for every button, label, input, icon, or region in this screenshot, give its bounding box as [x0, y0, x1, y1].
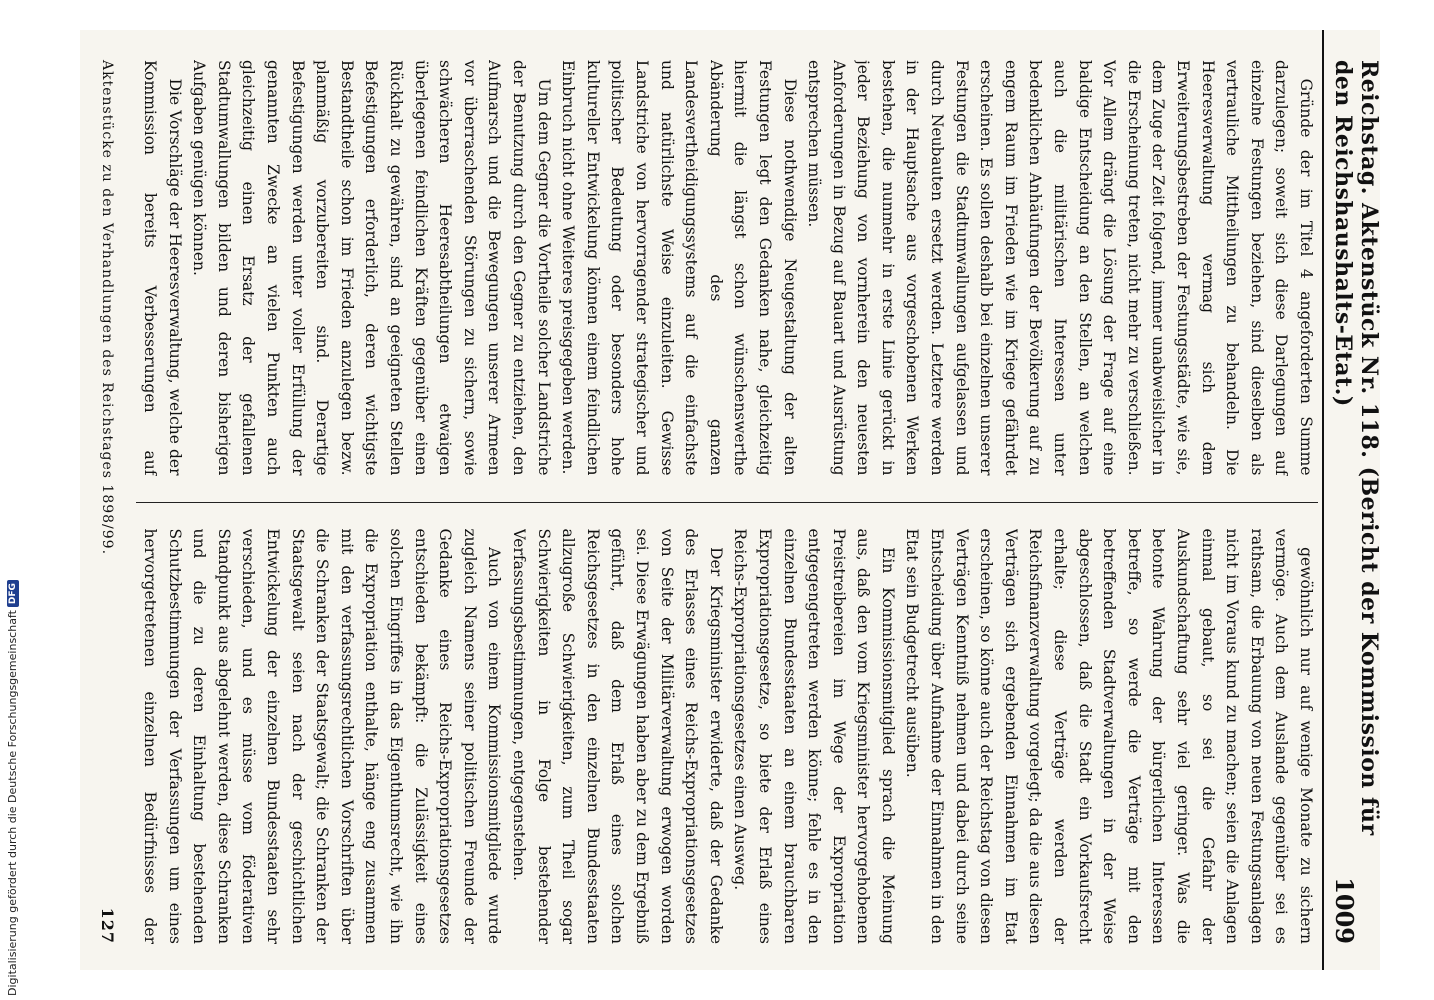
- text-columns: [136, 60, 1318, 944]
- scanned-page: [80, 30, 1380, 970]
- page-footer: [98, 60, 117, 944]
- right-column: [136, 529, 1318, 945]
- rotated-page-content: [80, 30, 1380, 970]
- paragraph: Diese nothwendige Neugestaltung der alten Festungen legt den Gedanken nahe, gleichzeitig hiermit die längst schon wünschenswerthe Abänderung des ganzen Landesvertheidigungssystems auf die einfachste und natürlichste Weise einzuleiten. Gewisse Landstriche von hervorragender strategischer und politischer Bedeutung oder besonders hohe kultureller Entwickelung können einem feindlichen Einbruch nicht ohne Weiteres preisgegeben werden.: [559, 60, 799, 476]
- paragraph: Auch von einem Kommissionsmitgliede wurde zugleich Namens seiner politischen Freunde der Gedanke eines Reichs-Expropriationsgesetzes entschieden bekämpft: die Zulässigkeit eines solchen Eingriffes in das Eigenthumsrecht, wie ihn die Expropriation enthalte, hänge eng zusammen mit den verfassungsrechtlichen Vorschriften über die Schranken der Staatsgewalt; die Schranken der Staatsgewalt seien nach der geschichtlichen Entwickelung der einzelnen Bundesstaaten sehr verschieden, und es müsse vom föderativen Standpunkt aus abgelehnt werden, diese Schranken und die zu deren Einhaltung bestehenden Schutzbestimmungen der Verfassungen um eines hervorgetretenen einzelnen Bedürfnisses der: [141, 528, 504, 944]
- running-title: Reichstag. Aktenstück Nr. 118. (Bericht der Kommission für den Reichshaushalts-Etat.): [1330, 60, 1382, 836]
- footer-sheet-number: 127: [98, 907, 117, 944]
- column-divider: [136, 502, 1318, 503]
- paragraph: Ein Kommissionsmitglied sprach die Meinung aus, daß den vom Kriegsminister hervorgehobenen Preistreibereien im Wege der Expropriation entgegengetreten werden könne; fehle es in den einzelnen Bundesstaaten an einem brauchbaren Expropriationsgesetze, so biete der Erlaß eines Reichs-Expropriationsgesetzes einen Ausweg.: [731, 528, 897, 944]
- paragraph: Der Kriegsminister erwiderte, daß der Gedanke des Erlasses eines Reichs-Expropriationsgesetzes von Seite der Militärverwaltung erwogen worden sei. Diese Erwägungen haben aber zu dem Ergebniß geführt, daß dem Erlaß eines solchen Reichsgesetzes in den einzelnen Bundesstaaten allzugroße Schwierigkeiten, zum Theil sogar Schwierigkeiten in Folge bestehender Verfassungsbestimmungen, entgegenstehen.: [510, 528, 725, 944]
- paragraph: Um dem Gegner die Vortheile solcher Landstriche der Benutzung durch den Gegner zu entziehen, den Aufmarsch und die Bewegungen unserer Armeen vor überraschenden Störungen zu sichern, sowie schwächeren Heeresabtheilungen etwaigen überlegenen feindlichen Kräften gegenüber einen Rückhalt zu gewähren, sind an geeigneten Stellen Befestigungen erforderlich, deren wichtigste Bestandtheile schon im Frieden anzulegen bezw. planmäßig vorzubereiten sind. Derartige Befestigungen werden unter voller Erfüllung der genannten Zwecke an vielen Punkten auch gleichzeitig einen Ersatz der gefallenen Stadtumwallungen bilden und deren bisherigen Aufgaben genügen können.: [190, 60, 553, 476]
- page-header: [1322, 30, 1380, 970]
- paragraph: gewöhnlich nur auf wenige Monate zu sichern vermöge. Auch dem Auslande gegenüber sei es rathsam, die Erbauung von neuen Festungsanlagen nicht im Voraus kund zu machen; seien die Anlagen einmal gebaut, so sei die Gefahr der Auskundschaftung sehr viel geringer. Was die betonte Wahrung der bürgerlichen Interessen betreffe, so werde die Verträge mit den betreffenden Stadtverwaltungen in der Weise abgeschlossen, daß die Stadt ein Vorkaufsrecht erhalte; diese Verträge werden der Reichsfinanzverwaltung vorgelegt; da die aus diesen Verträgen sich ergebenden Einnahmen im Etat erscheinen, so könne auch der Reichstag von diesen Verträgen Kenntniß nehmen und dabei durch seine Entscheidung über Aufnahme der Einnahmen in den Etat sein Budgetrecht ausüben.: [903, 528, 1315, 944]
- paragraph: Gründe der im Titel 4 angeforderten Summe darzulegen; soweit sich diese Darlegungen auf einzelne Festungen beziehen, sind dieselben als vertrauliche Mittheilungen zu behandeln. Die Heeresverwaltung vermag sich dem Erweiterungsbestreben der Festungsstädte, wie sie, dem Zuge der Zeit folgend, immer unabweislicher in die Erscheinung treten, nicht mehr zu verschließen. Vor Allem drängt die Lösung der Frage auf eine baldige Entscheidung an den Stellen, an welchen auch die militärischen Interessen unter bedenklichen Anhäufungen der Bevölkerung auf zu engem Raum im Frieden wie im Kriege gefährdet erscheinen. Es sollen deshalb bei einzelnen unserer Festungen die Stadtumwallungen aufgelassen und durch Neubauten ersetzt werden. Letztere werden in der Hauptsache aus vorgeschobenen Werken bestehen, die nunmehr in erste Linie gerückt in jeder Beziehung von vornherein den neuesten Anforderungen in Bezug auf Bauart und Ausrüstung entsprechen müssen.: [805, 60, 1315, 476]
- paragraph: Die Vorschläge der Heeresverwaltung, welche der Kommission bereits Verbesserungen auf: [141, 60, 184, 476]
- page-number: 1009: [1330, 877, 1359, 944]
- footer-signature: Aktenstücke zu den Verhandlungen des Reichstages 1898/99.: [99, 60, 116, 556]
- digitization-credit: [0, 0, 36, 1000]
- left-column: [136, 60, 1318, 476]
- credit-text: Digitalisierung gefördert durch die Deutsche Forschungsgemeinschaft: [6, 610, 19, 996]
- dfg-logo: DFG: [7, 580, 19, 607]
